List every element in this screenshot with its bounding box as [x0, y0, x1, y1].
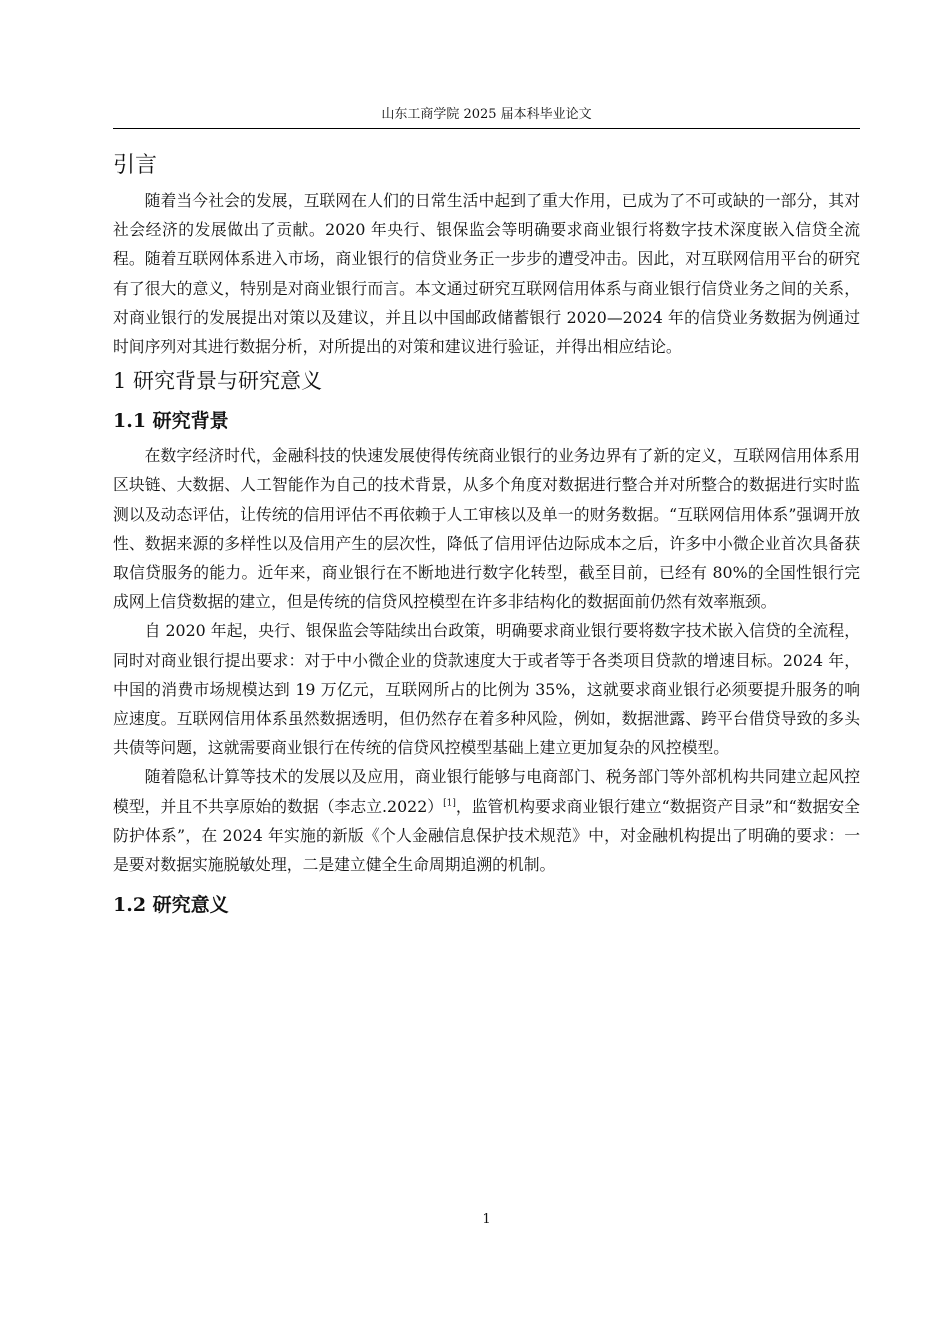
- section-1-1-paragraph-3: [113, 762, 860, 879]
- paragraph-3-text-after-citation: ，监管机构要求商业银行建立“数据资产目录”和“数据安全防护体系”，在 2024 年实施的新版《个人金融信息保护技术规范》中，对金融机构提出了明确的要求：一是要对数据实施脱敏处理，二是建立健全生命周期追溯的机制。: [113, 796, 860, 875]
- citation-marker: [1]: [443, 798, 456, 809]
- paragraph-3-text-before-citation: 随着隐私计算等技术的发展以及应用，商业银行能够与电商部门、税务部门等外部机构共同建立起风控模型，并且不共享原始的数据（李志立.2022）: [113, 767, 860, 816]
- section-1-1-paragraph-2: 自 2020 年起，央行、银保监会等陆续出台政策，明确要求商业银行要将数字技术嵌入信贷的全流程，同时对商业银行提出要求：对于中小微企业的贷款速度大于或者等于各类项目贷款的增速目标。2024 年，中国的消费市场规模达到 19 万亿元，互联网所占的比例为 35%，这就要求商业银行必须要提升服务的响应速度。互联网信用体系虽然数据透明，但仍然存在着多种风险，例如，数据泄露、跨平台借贷导致的多头共债等问题，这就需要商业银行在传统的信贷风控模型基础上建立更加复杂的风控模型。: [113, 621, 860, 758]
- intro-heading: 引言: [113, 153, 158, 178]
- running-header: 山东工商学院 2025 届本科毕业论文: [381, 107, 592, 122]
- section-1-1-paragraph-1: 在数字经济时代，金融科技的快速发展使得传统商业银行的业务边界有了新的定义，互联网信用体系用区块链、大数据、人工智能作为自己的技术背景，从多个角度对数据进行整合并对所整合的数据进行实时监测以及动态评估，让传统的信用评估不再依赖于人工审核以及单一的财务数据。“互联网信用体系”强调开放性、数据来源的多样性以及信用产生的层次性，降低了信用评估边际成本之后，许多中小微企业首次具备获取信贷服务的能力。近年来，商业银行在不断地进行数字化转型，截至目前，已经有 80%的全国性银行完成网上信贷数据的建立，但是传统的信贷风控模型在许多非结构化的数据面前仍然有效率瓶颈。: [113, 446, 860, 612]
- section-1-heading: 1 研究背景与研究意义: [113, 369, 323, 394]
- page-number: 1: [482, 1212, 491, 1227]
- section-1-1-heading: 1.1 研究背景: [113, 410, 229, 433]
- section-1-2-heading: 1.2 研究意义: [113, 894, 229, 917]
- page-content: [113, 146, 860, 925]
- intro-paragraph: 随着当今社会的发展，互联网在人们的日常生活中起到了重大作用，已成为了不可或缺的一部分，其对社会经济的发展做出了贡献。2020 年央行、银保监会等明确要求商业银行将数字技术深度嵌入信贷全流程。随着互联网体系进入市场，商业银行的信贷业务正一步步的遭受冲击。因此，对互联网信用平台的研究有了很大的意义，特别是对商业银行而言。本文通过研究互联网信用体系与商业银行信贷业务之间的关系，对商业银行的发展提出对策以及建议，并且以中国邮政储蓄银行 2020—2024 年的信贷业务数据为例通过时间序列对其进行数据分析，对所提出的对策和建议进行验证，并得出相应结论。: [113, 191, 860, 357]
- header-rule: [113, 128, 860, 129]
